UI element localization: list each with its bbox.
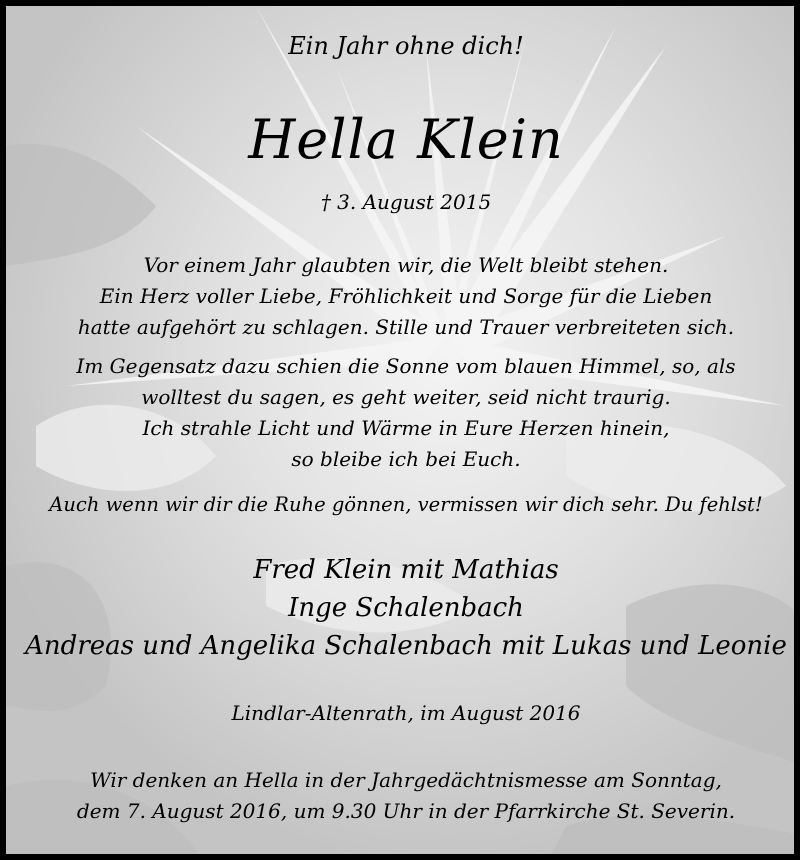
verse-line: Ein Herz voller Liebe, Fröhlichkeit und Sorge für die Lieben	[99, 284, 713, 308]
notice-text	[6, 6, 800, 860]
mass-line: Wir denken an Hella in der Jahrgedächtnismesse am Sonntag,	[90, 768, 722, 792]
verse-1	[6, 250, 800, 343]
verse-line: Ich strahle Licht und Wärme in Eure Herzen hinein,	[142, 416, 670, 440]
memorial-mass-notice	[6, 765, 800, 827]
deceased-name: Hella Klein	[248, 108, 564, 171]
verse-line: Im Gegensatz dazu schien die Sonne vom blauen Himmel, so, als	[76, 354, 736, 378]
verse-line: hatte aufgehört zu schlagen. Stille und Trauer verbreiteten sich.	[77, 315, 735, 339]
mourners-list	[6, 551, 800, 665]
death-date: † 3. August 2015	[320, 190, 492, 214]
verse-line: Vor einem Jahr glaubten wir, die Welt bleibt stehen.	[143, 253, 669, 277]
verse-2	[6, 351, 800, 475]
mass-line: dem 7. August 2016, um 9.30 Uhr in der Pfarrkirche St. Severin.	[76, 799, 736, 823]
place-and-date: Lindlar-Altenrath, im August 2016	[231, 701, 581, 725]
mourner: Fred Klein mit Mathias	[253, 555, 559, 585]
mourner: Inge Schalenbach	[288, 593, 524, 623]
notice-heading: Ein Jahr ohne dich!	[288, 32, 524, 60]
verse-line: so bleibe ich bei Euch.	[291, 447, 521, 471]
verse-3: Auch wenn wir dir die Ruhe gönnen, vermissen wir dich sehr. Du fehlst!	[49, 493, 763, 516]
mourner: Andreas und Angelika Schalenbach mit Lukas und Leonie	[25, 631, 787, 661]
verse-line: wolltest du sagen, es geht weiter, seid nicht traurig.	[141, 385, 671, 409]
